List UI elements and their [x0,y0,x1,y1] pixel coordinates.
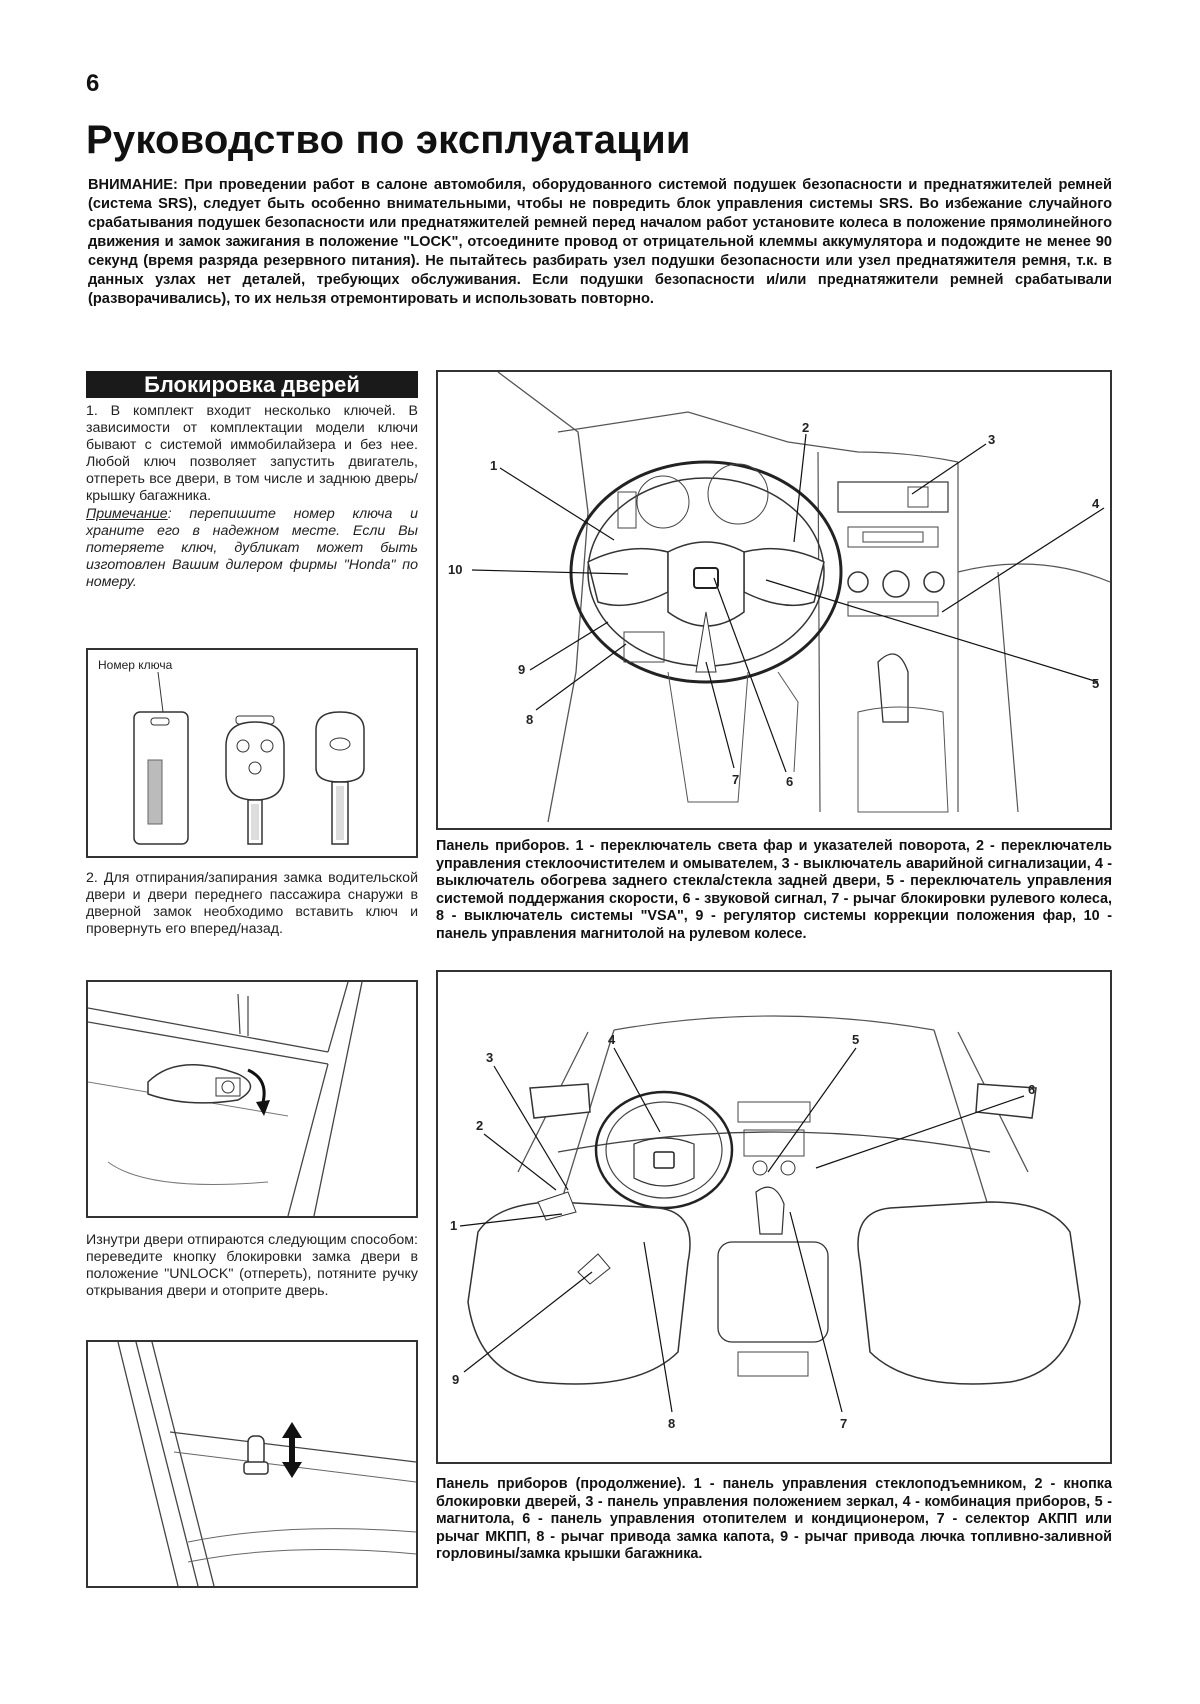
fig1-label-9: 9 [518,662,526,677]
fig2-label-3: 3 [486,1050,494,1065]
steering-wheel-2-icon [596,1092,732,1208]
note-label: Примечание [86,506,168,522]
fig1-label-10: 10 [448,562,463,577]
fig1-label-5: 5 [1092,676,1100,691]
fig2-label-6: 6 [1028,1082,1036,1097]
warning-label: ВНИМАНИЕ: [88,177,178,193]
remote-key-icon [226,716,284,844]
page-number: 6 [86,70,100,97]
door-handle-illustration [88,982,416,1216]
fig1-label-2: 2 [802,420,810,435]
warning-text: При проведении работ в салоне автомобиля, оборудованного системой подушек безопасности и преднатяжителей ремней (система SRS), следует быть особенно внимательными, чтобы не повредить блок управления системы SRS. Во избежание случайного срабатывания подушек безопасности или преднатяжителей ремней перед началом работ установите колеса в положение прямолинейного движения и замок зажигания в положение "LOCK", отсоедините провод от отрицательной клеммы аккумулятора и подождите не менее 90 секунд (время разряда резервного питания). Не пытайтесь разбирать узел подушки безопасности или узел преднатяжителя ремня, т.к. в данных узлах нет деталей, требующих обслуживания. Если подушки безопасности и/или преднатяжители ремней срабатывали (разворачивались), то их нельзя отремонтировать и использовать повторно. [88,177,1112,307]
fig2-label-5: 5 [852,1032,860,1047]
fig1-label-4: 4 [1092,496,1100,511]
note-text: : перепишите номер ключа и храните его в надежном месте. Если Вы потеряете ключ, дубликат может быть изготовлен Вашим дилером фирмы "Honda" по номеру. [86,506,418,590]
fig2-label-8: 8 [668,1416,676,1431]
fig2-label-9: 9 [452,1372,460,1387]
fig1-label-6: 6 [786,774,794,789]
page-title: Руководство по эксплуатации [86,118,691,162]
fig2-label-2: 2 [476,1118,484,1133]
dashboard-figure-1 [436,370,1112,830]
section-heading: Блокировка дверей [86,371,418,398]
up-down-arrow-icon [282,1422,302,1478]
keys-figure [86,648,418,858]
unlock-inside-paragraph: Изнутри двери отпираются следующим способом: переведите кнопку блокировки замка двери в положение "UNLOCK" (отпереть), потяните ручку открывания двери и отоприте дверь. [86,1232,418,1299]
plain-key-icon [316,712,364,844]
figure1-caption: Панель приборов. 1 - переключатель света фар и указателей поворота, 2 - переключатель управления стеклоочистителем и омывателем, 3 - выключатель аварийной сигнализации, 4 - выключатель обогрева заднего стекла/стекла задней двери, 5 - переключатель управления системой поддержания скорости, 6 - звуковой сигнал, 7 - рычаг блокировки рулевого колеса, 8 - выключатель системы "VSA", 9 - регулятор системы коррекции положения фар, 10 - панель управления магнитолой на рулевом колесе. [436,838,1112,942]
fig1-label-1: 1 [490,458,498,473]
left-mirror-icon [530,1084,590,1118]
right-mirror-icon [976,1084,1036,1118]
fig2-label-1: 1 [450,1218,458,1233]
fig2-label-4: 4 [608,1032,616,1047]
fig1-label-3: 3 [988,432,996,447]
fig1-label-7: 7 [732,772,740,787]
fig2-label-7: 7 [840,1416,848,1431]
keys-illustration [88,650,416,856]
gear-lever-icon [878,654,908,722]
hazard-vents-icon [838,482,948,512]
lock-knob-figure [86,1340,418,1588]
warning-paragraph [88,176,1112,309]
dashboard-figure-2 [436,970,1112,1464]
dashboard-illustration-2 [438,972,1110,1462]
key-cylinder-icon [222,1081,234,1093]
dashboard-illustration-1 [438,372,1110,828]
key-note [86,506,418,591]
driver-seat-icon [468,1202,690,1384]
fig1-label-8: 8 [526,712,534,727]
lock-knob-illustration [88,1342,416,1586]
figure2-caption: Панель приборов (продолжение). 1 - панель управления стеклоподъемником, 2 - кнопка блокировки дверей, 3 - панель управления положением зеркал, 4 - комбинация приборов, 5 - магнитола, 6 - панель управления отопителем и кондиционером, 7 - селектор АКПП или рычаг МКПП, 8 - рычаг привода замка капота, 9 - рычаг привода лючка топливно-заливной горловины/замка крышки багажника. [436,1476,1112,1562]
steering-wheel-icon [571,462,841,682]
door-handle-figure [86,980,418,1218]
door-lock-paragraph: 2. Для отпирания/запирания замка водительской двери и двери переднего пассажира снаружи в дверной замок необходимо вставить ключ и провернуть его вперед/назад. [86,870,418,937]
lock-knob-icon [244,1436,268,1474]
center-console-icon [718,1242,828,1342]
passenger-seat-icon [858,1202,1080,1384]
key-number-label: Номер ключа [98,658,173,672]
key-paragraph: 1. В комплект входит несколько ключей. В зависимости от комплектации модели ключи бывают с системой иммобилайзера и без нее. Любой ключ позволяет запустить двигатель, отпереть все двери, в том числе и заднюю дверь/крышку багажника. [86,403,418,504]
